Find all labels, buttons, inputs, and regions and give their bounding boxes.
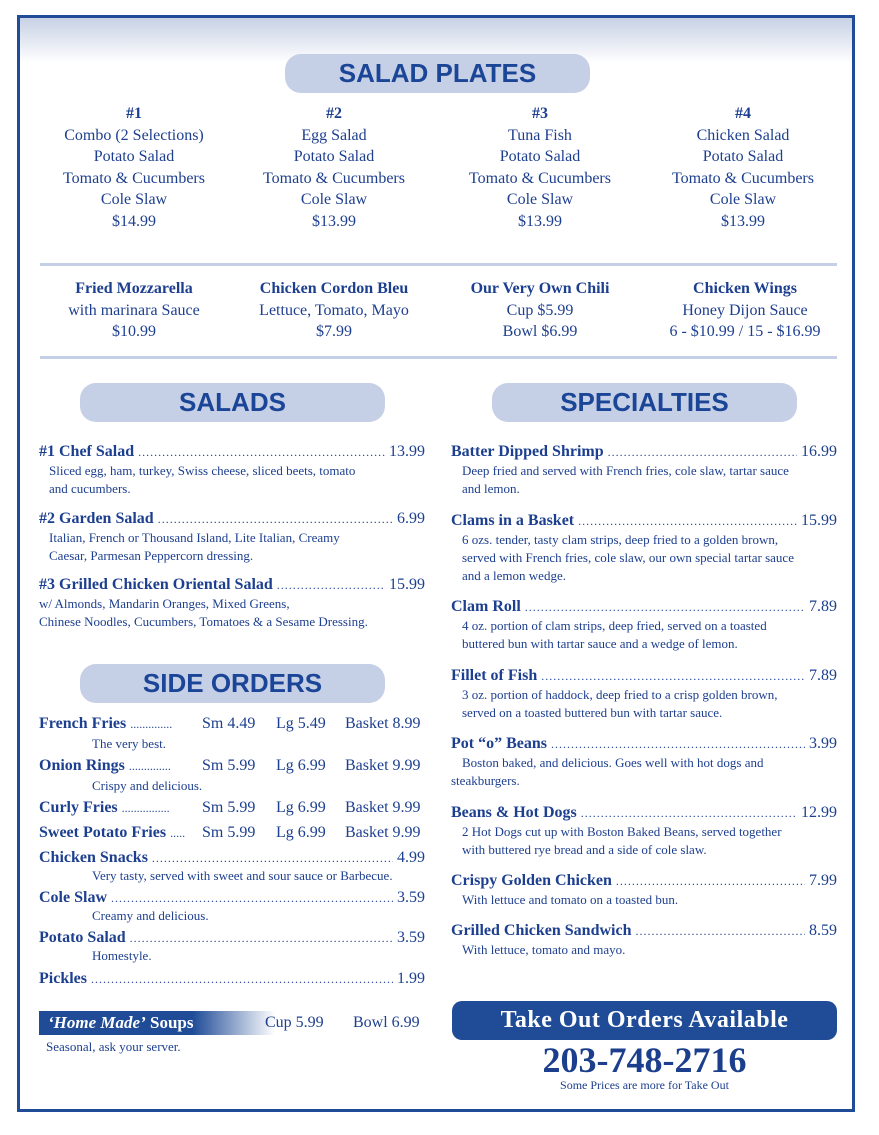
featured-item xyxy=(234,278,434,343)
specialty-description-line: 3 oz. portion of haddock, deep fried to a crisp golden brown, xyxy=(462,687,778,702)
leader-dots xyxy=(541,666,805,686)
side-order-name xyxy=(39,714,172,734)
leader-dots xyxy=(152,848,393,868)
menu-item-price: 12.99 xyxy=(801,804,837,821)
featured-item-name: Our Very Own Chili xyxy=(470,280,610,297)
side-order-small-price: Sm 5.99 xyxy=(202,824,256,841)
menu-item-line xyxy=(451,597,837,617)
salad-description-line: Chinese Noodles, Cucumbers, Tomatoes & a Sesame Dressing. xyxy=(39,614,368,629)
menu-item-line xyxy=(451,734,837,754)
leader-dots xyxy=(277,575,385,595)
menu-item-name: #1 Chef Salad xyxy=(39,443,135,460)
menu-item-line xyxy=(39,969,425,989)
salad-plates-heading: SALAD PLATES xyxy=(285,54,590,93)
menu-item-name: Chicken Snacks xyxy=(39,849,148,866)
featured-item xyxy=(645,278,845,343)
salad-plate-line: Tomato & Cucumbers xyxy=(263,169,405,187)
featured-item-line: Cup $5.99 xyxy=(506,301,574,319)
featured-item xyxy=(440,278,640,343)
salad-plate-line: Cole Slaw xyxy=(300,191,368,208)
leader-dots xyxy=(616,871,805,891)
menu-item-name: #2 Garden Salad xyxy=(39,510,154,527)
salads-heading: SALADS xyxy=(80,383,385,422)
featured-item-line: $7.99 xyxy=(316,323,352,340)
soups-label-rest: Soups xyxy=(145,1013,194,1032)
specialty-description-line: served on a toasted buttered bun with tartar sauce. xyxy=(462,705,723,720)
featured-item-line: with marinara Sauce xyxy=(68,301,200,319)
side-order-basket-price: Basket 9.99 xyxy=(345,824,421,841)
salad-plate-line: $13.99 xyxy=(518,212,562,230)
menu-item-name: Pot “o” Beans xyxy=(451,735,547,752)
menu-item-name: Clam Roll xyxy=(451,598,521,615)
salad-plate-line: Tomato & Cucumbers xyxy=(63,169,205,187)
menu-item-name: Grilled Chicken Sandwich xyxy=(451,922,632,939)
menu-item-price: 13.99 xyxy=(389,443,425,460)
menu-item-line xyxy=(451,511,837,531)
menu-item-line xyxy=(39,509,425,529)
menu-item-name: Fillet of Fish xyxy=(451,667,538,684)
salad-plate-line: Potato Salad xyxy=(499,148,581,165)
salad-plate-line: Egg Salad xyxy=(301,126,367,144)
specialty-description-line: 4 oz. portion of clam strips, deep fried, served on a toasted xyxy=(462,618,767,633)
divider-top xyxy=(40,263,837,266)
side-order-name xyxy=(39,756,171,776)
takeout-note: Some Prices are more for Take Out xyxy=(560,1078,729,1092)
salad-plate-line: Cole Slaw xyxy=(709,191,777,208)
menu-item-price: 8.59 xyxy=(809,922,837,939)
side-order-name xyxy=(39,823,185,843)
side-order-large-price: Lg 6.99 xyxy=(276,799,326,816)
side-order-description: Very tasty, served with sweet and sour sauce or Barbecue. xyxy=(92,868,393,883)
side-order-small-price: Sm 5.99 xyxy=(202,799,256,816)
soups-label xyxy=(48,1012,193,1034)
menu-item-price: 1.99 xyxy=(397,970,425,987)
specialty-description-line: and lemon. xyxy=(462,481,520,496)
side-order-small-price: Sm 5.99 xyxy=(202,757,256,774)
featured-item-line: 6 - $10.99 / 15 - $16.99 xyxy=(669,323,821,340)
side-order-label: Onion Rings xyxy=(39,757,125,774)
side-orders-heading: SIDE ORDERS xyxy=(80,664,385,703)
specialties-heading: SPECIALTIES xyxy=(492,383,797,422)
featured-item-line: Honey Dijon Sauce xyxy=(682,301,808,319)
salad-description-line: and cucumbers. xyxy=(49,481,131,496)
salad-description-line: Caesar, Parmesan Peppercorn dressing. xyxy=(49,548,254,563)
menu-item-name: Pickles xyxy=(39,970,87,987)
side-order-label: Sweet Potato Fries xyxy=(39,824,167,841)
side-order-description: Crispy and delicious. xyxy=(92,778,203,793)
side-order-label: Curly Fries xyxy=(39,799,118,816)
featured-item-line: $10.99 xyxy=(112,323,156,340)
menu-item-price: 15.99 xyxy=(389,576,425,593)
specialty-description-line: 6 ozs. tender, tasty clam strips, deep fried to a golden brown, xyxy=(462,532,779,547)
leader-dots xyxy=(608,442,797,462)
menu-item-price: 3.59 xyxy=(397,889,425,906)
salad-plate-number: #4 xyxy=(735,105,751,122)
side-order-basket-price: Basket 8.99 xyxy=(345,715,421,732)
side-order-description: Creamy and delicious. xyxy=(92,908,209,923)
side-order-large-price: Lg 6.99 xyxy=(276,757,326,774)
salad-plate-line: Potato Salad xyxy=(93,148,175,165)
leader-dots xyxy=(581,803,797,823)
menu-item-line xyxy=(451,442,837,462)
salad-description-line: w/ Almonds, Mandarin Oranges, Mixed Greens, xyxy=(39,596,290,611)
takeout-phone: 203-748-2716 xyxy=(542,1040,747,1080)
featured-item-name: Chicken Wings xyxy=(693,280,797,297)
specialty-description-line: and a lemon wedge. xyxy=(462,568,566,583)
leader-dots: .............. xyxy=(128,759,171,773)
leader-dots xyxy=(130,928,393,948)
takeout-banner: Take Out Orders Available xyxy=(452,1001,837,1040)
specialty-description-line: With lettuce and tomato on a toasted bun. xyxy=(462,892,679,907)
menu-item-price: 15.99 xyxy=(801,512,837,529)
soups-cup-price: Cup 5.99 xyxy=(265,1014,324,1031)
menu-item-name: Beans & Hot Dogs xyxy=(451,804,577,821)
leader-dots: ................ xyxy=(121,801,170,815)
salad-plate xyxy=(648,103,838,232)
specialty-description-line: buttered bun with tartar sauce and a wedge of lemon. xyxy=(462,636,738,651)
specialty-description-line: Boston baked, and delicious. Goes well with hot dogs and xyxy=(462,755,764,770)
menu-item-name: Clams in a Basket xyxy=(451,512,575,529)
menu-item-name: Batter Dipped Shrimp xyxy=(451,443,604,460)
featured-item-name: Chicken Cordon Bleu xyxy=(259,280,409,297)
leader-dots xyxy=(578,511,797,531)
menu-item-line xyxy=(451,666,837,686)
menu-item-price: 16.99 xyxy=(801,443,837,460)
specialty-description-line: with buttered rye bread and a side of cole slaw. xyxy=(462,842,707,857)
salad-plate-line: Combo (2 Selections) xyxy=(64,126,204,144)
specialty-description-line: served with French fries, cole slaw, our own special tartar sauce xyxy=(462,550,794,565)
leader-dots xyxy=(138,442,385,462)
salad-plate xyxy=(445,103,635,232)
leader-dots xyxy=(551,734,805,754)
menu-item-name: #3 Grilled Chicken Oriental Salad xyxy=(39,576,273,593)
side-order-large-price: Lg 5.49 xyxy=(276,715,326,732)
side-order-label: French Fries xyxy=(39,715,127,732)
salad-plate xyxy=(239,103,429,232)
menu-item-line xyxy=(39,888,425,908)
salad-plate-number: #2 xyxy=(326,105,342,122)
salad-plate-line: Tuna Fish xyxy=(508,126,572,144)
salad-plate-line: Tomato & Cucumbers xyxy=(672,169,814,187)
leader-dots xyxy=(91,969,393,989)
menu-item-line xyxy=(39,575,425,595)
specialty-description-line: With lettuce, tomato and mayo. xyxy=(462,942,626,957)
salad-plate-line: $13.99 xyxy=(721,212,765,230)
menu-item-line xyxy=(39,928,425,948)
featured-item xyxy=(34,278,234,343)
salad-plate-number: #3 xyxy=(532,105,548,122)
salad-plate-number: #1 xyxy=(126,105,142,122)
salad-description-line: Sliced egg, ham, turkey, Swiss cheese, sliced beets, tomato xyxy=(49,463,356,478)
menu-item-price: 3.59 xyxy=(397,929,425,946)
leader-dots xyxy=(158,509,393,529)
menu-item-price: 4.99 xyxy=(397,849,425,866)
specialty-description-line: Deep fried and served with French fries, cole slaw, tartar sauce xyxy=(462,463,789,478)
leader-dots: .............. xyxy=(130,717,173,731)
salad-plate-line: Tomato & Cucumbers xyxy=(469,169,611,187)
salad-plate-line: Cole Slaw xyxy=(100,191,168,208)
salad-plate-line: $14.99 xyxy=(112,212,156,230)
soups-bowl-price: Bowl 6.99 xyxy=(353,1014,420,1031)
salad-plate xyxy=(39,103,229,232)
menu-item-price: 7.99 xyxy=(809,872,837,889)
salad-plate-line: Chicken Salad xyxy=(696,126,790,144)
specialty-description-line: steakburgers. xyxy=(451,773,520,788)
menu-item-price: 3.99 xyxy=(809,735,837,752)
side-order-basket-price: Basket 9.99 xyxy=(345,757,421,774)
salad-plate-line: Potato Salad xyxy=(702,148,784,165)
leader-dots xyxy=(525,597,805,617)
menu-item-name: Crispy Golden Chicken xyxy=(451,872,612,889)
menu-item-name: Cole Slaw xyxy=(39,889,107,906)
soups-label-italic: ‘Home Made’ xyxy=(48,1013,146,1032)
featured-item-line: Bowl $6.99 xyxy=(502,323,578,340)
specialty-description-line: 2 Hot Dogs cut up with Boston Baked Beans, served together xyxy=(462,824,782,839)
salad-plate-line: Cole Slaw xyxy=(506,191,574,208)
side-order-small-price: Sm 4.49 xyxy=(202,715,256,732)
menu-item-line xyxy=(39,442,425,462)
menu-item-name: Potato Salad xyxy=(39,929,126,946)
soups-description: Seasonal, ask your server. xyxy=(46,1039,181,1054)
menu-item-line xyxy=(451,871,837,891)
side-order-basket-price: Basket 9.99 xyxy=(345,799,421,816)
side-order-name xyxy=(39,798,170,818)
featured-item-line: Lettuce, Tomato, Mayo xyxy=(259,301,409,319)
side-order-description: The very best. xyxy=(92,736,167,751)
salad-description-line: Italian, French or Thousand Island, Lite Italian, Creamy xyxy=(49,530,340,545)
side-order-large-price: Lg 6.99 xyxy=(276,824,326,841)
leader-dots xyxy=(635,921,805,941)
menu-item-line xyxy=(39,848,425,868)
salad-plate-line: Potato Salad xyxy=(293,148,375,165)
menu-item-line xyxy=(451,803,837,823)
featured-item-name: Fried Mozzarella xyxy=(75,280,193,297)
menu-item-line xyxy=(451,921,837,941)
divider-bottom xyxy=(40,356,837,359)
side-order-description: Homestyle. xyxy=(92,948,152,963)
menu-item-price: 6.99 xyxy=(397,510,425,527)
menu-item-price: 7.89 xyxy=(809,667,837,684)
menu-item-price: 7.89 xyxy=(809,598,837,615)
leader-dots xyxy=(111,888,393,908)
leader-dots: ..... xyxy=(170,826,186,840)
salad-plate-line: $13.99 xyxy=(312,212,356,230)
